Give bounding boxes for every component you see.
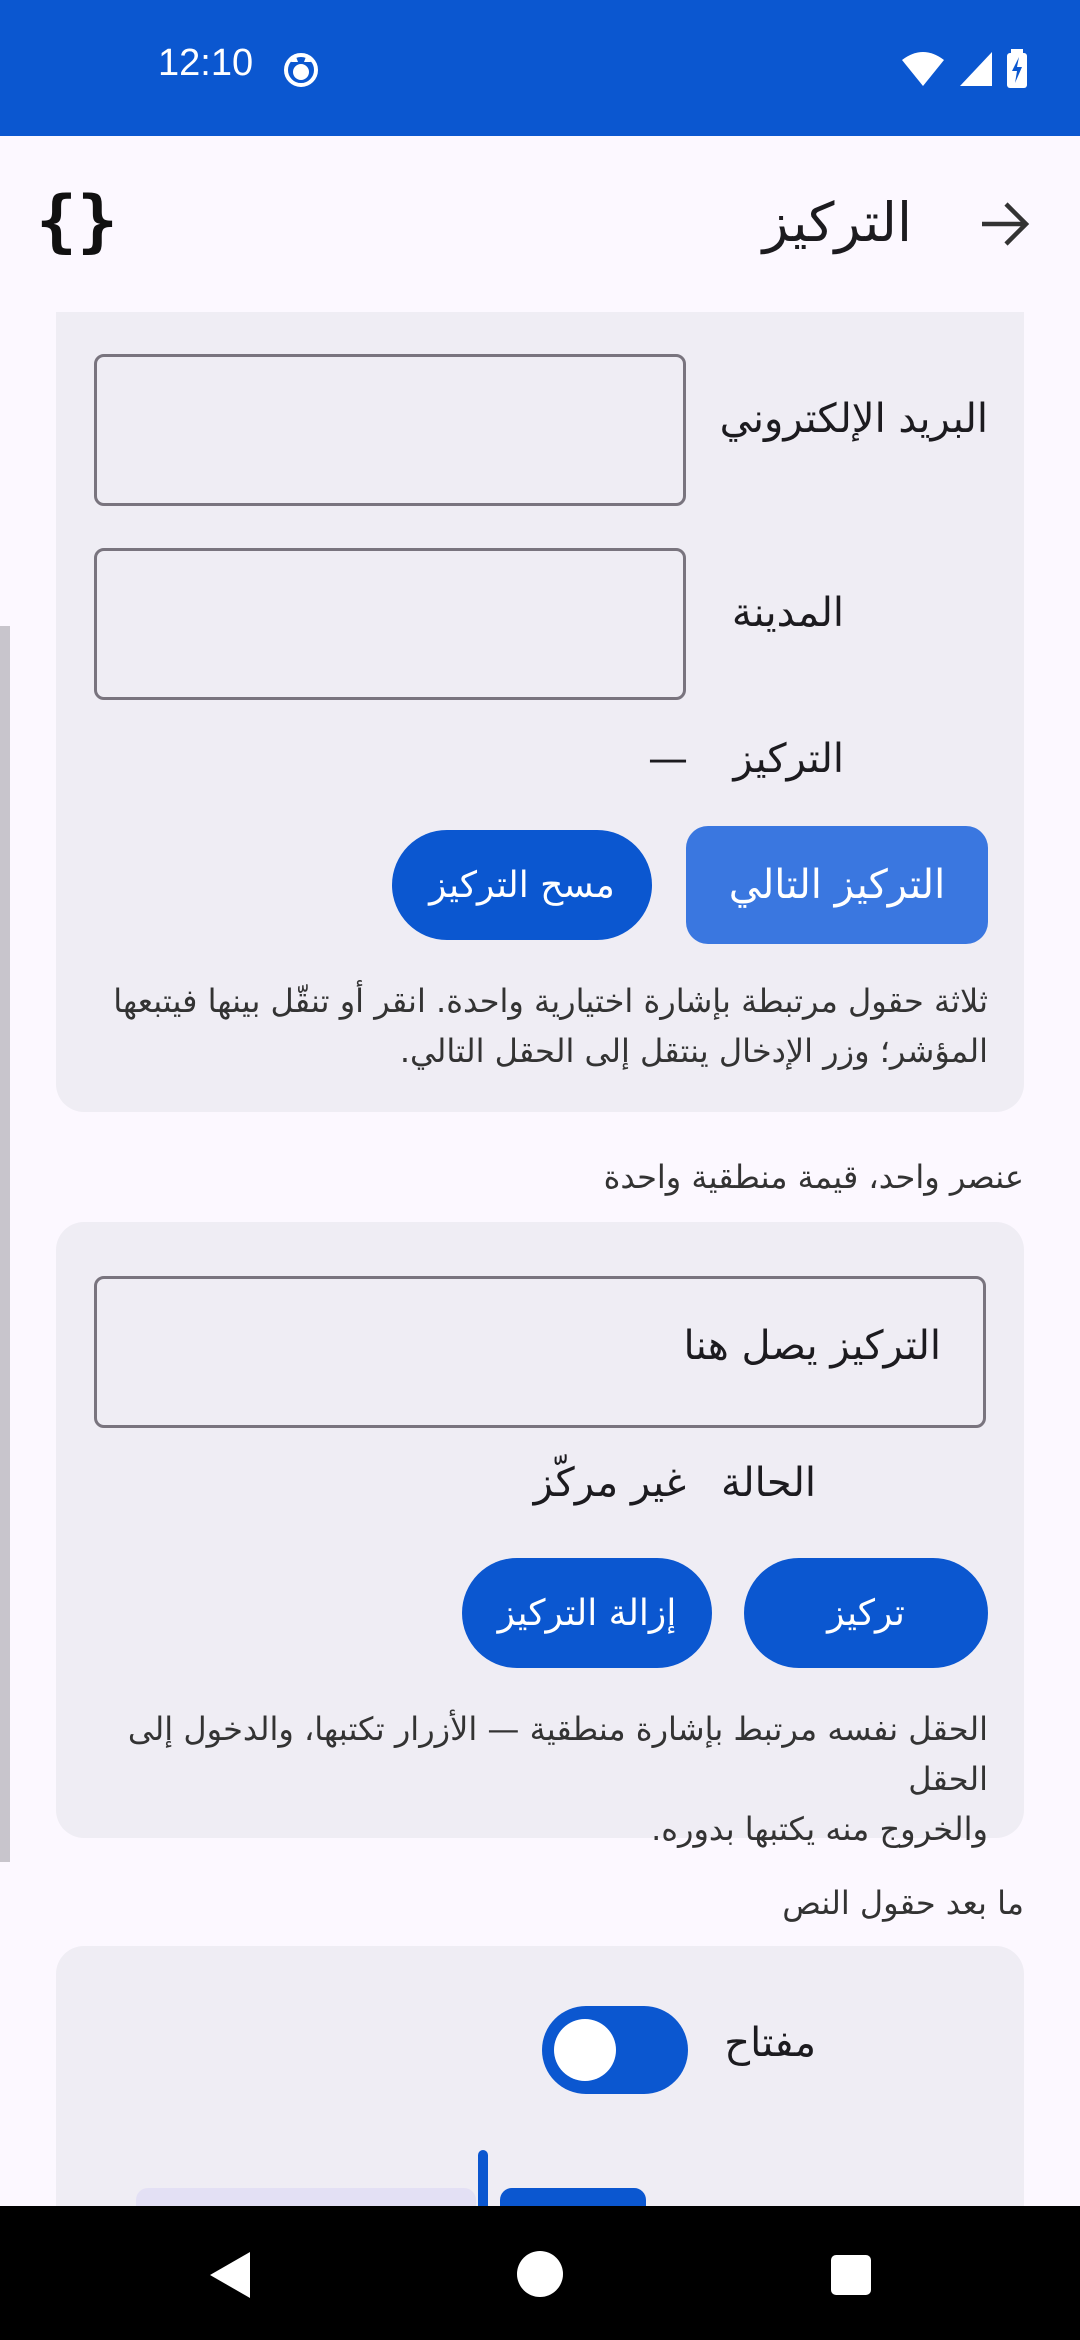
- nav-back-icon[interactable]: [206, 2250, 254, 2300]
- toggle-thumb: [554, 2019, 616, 2081]
- notification-cat-icon: [283, 52, 319, 88]
- battery-icon: [1006, 49, 1028, 89]
- focus-target-field[interactable]: [94, 1276, 986, 1428]
- section-header-beyond: ما بعد حقول النص: [782, 1884, 1024, 1922]
- status-time: 12:10: [158, 42, 254, 84]
- signal-icon: [958, 50, 994, 88]
- switch-label: مفتاح: [724, 2020, 816, 2066]
- focus-chain-help: ثلاثة حقول مرتبطة بإشارة اختيارية واحدة. انقر أو تنقّل بينها فيتبعها المؤشر؛ وزر الإدخال ينتقل إلى الحقل التالي.: [113, 982, 988, 1070]
- focus-chain-card: [56, 312, 1024, 1112]
- system-nav-bar: [0, 2206, 1080, 2340]
- back-arrow-icon[interactable]: [976, 196, 1032, 252]
- code-braces-icon[interactable]: {}: [36, 182, 118, 261]
- nav-recents-icon[interactable]: [830, 2254, 872, 2296]
- scrollbar[interactable]: [0, 626, 10, 1862]
- wifi-icon: [900, 50, 946, 88]
- beyond-text-card: [56, 1946, 1024, 2246]
- focus-button[interactable]: تركيز: [744, 1558, 988, 1668]
- email-label: البريد الإلكتروني: [719, 396, 988, 442]
- single-boolean-help: الحقل نفسه مرتبط بإشارة منطقية — الأزرار تكتبها، والدخول إلى الحقل والخروج منه يكتبها بدوره.: [127, 1710, 988, 1848]
- city-label: المدينة: [731, 590, 844, 636]
- email-field[interactable]: [94, 354, 686, 506]
- focus-label: التركيز: [733, 736, 844, 782]
- nav-home-icon[interactable]: [516, 2250, 564, 2298]
- toggle-switch[interactable]: [542, 2006, 688, 2094]
- status-bar: [0, 0, 1080, 136]
- city-field[interactable]: [94, 548, 686, 700]
- focus-target-text: التركيز يصل هنا: [683, 1323, 941, 1369]
- clear-focus-button[interactable]: مسح التركيز: [392, 830, 652, 940]
- app-bar: [0, 136, 1080, 312]
- unfocus-button[interactable]: إزالة التركيز: [462, 1558, 712, 1668]
- section-header-single: عنصر واحد، قيمة منطقية واحدة: [603, 1158, 1024, 1196]
- focus-value: —: [648, 736, 688, 782]
- next-focus-button[interactable]: التركيز التالي: [686, 826, 988, 944]
- state-value: غير مركّز: [533, 1460, 686, 1506]
- state-label: الحالة: [721, 1460, 816, 1506]
- single-boolean-card: [56, 1222, 1024, 1848]
- page-title: التركيز: [762, 191, 912, 254]
